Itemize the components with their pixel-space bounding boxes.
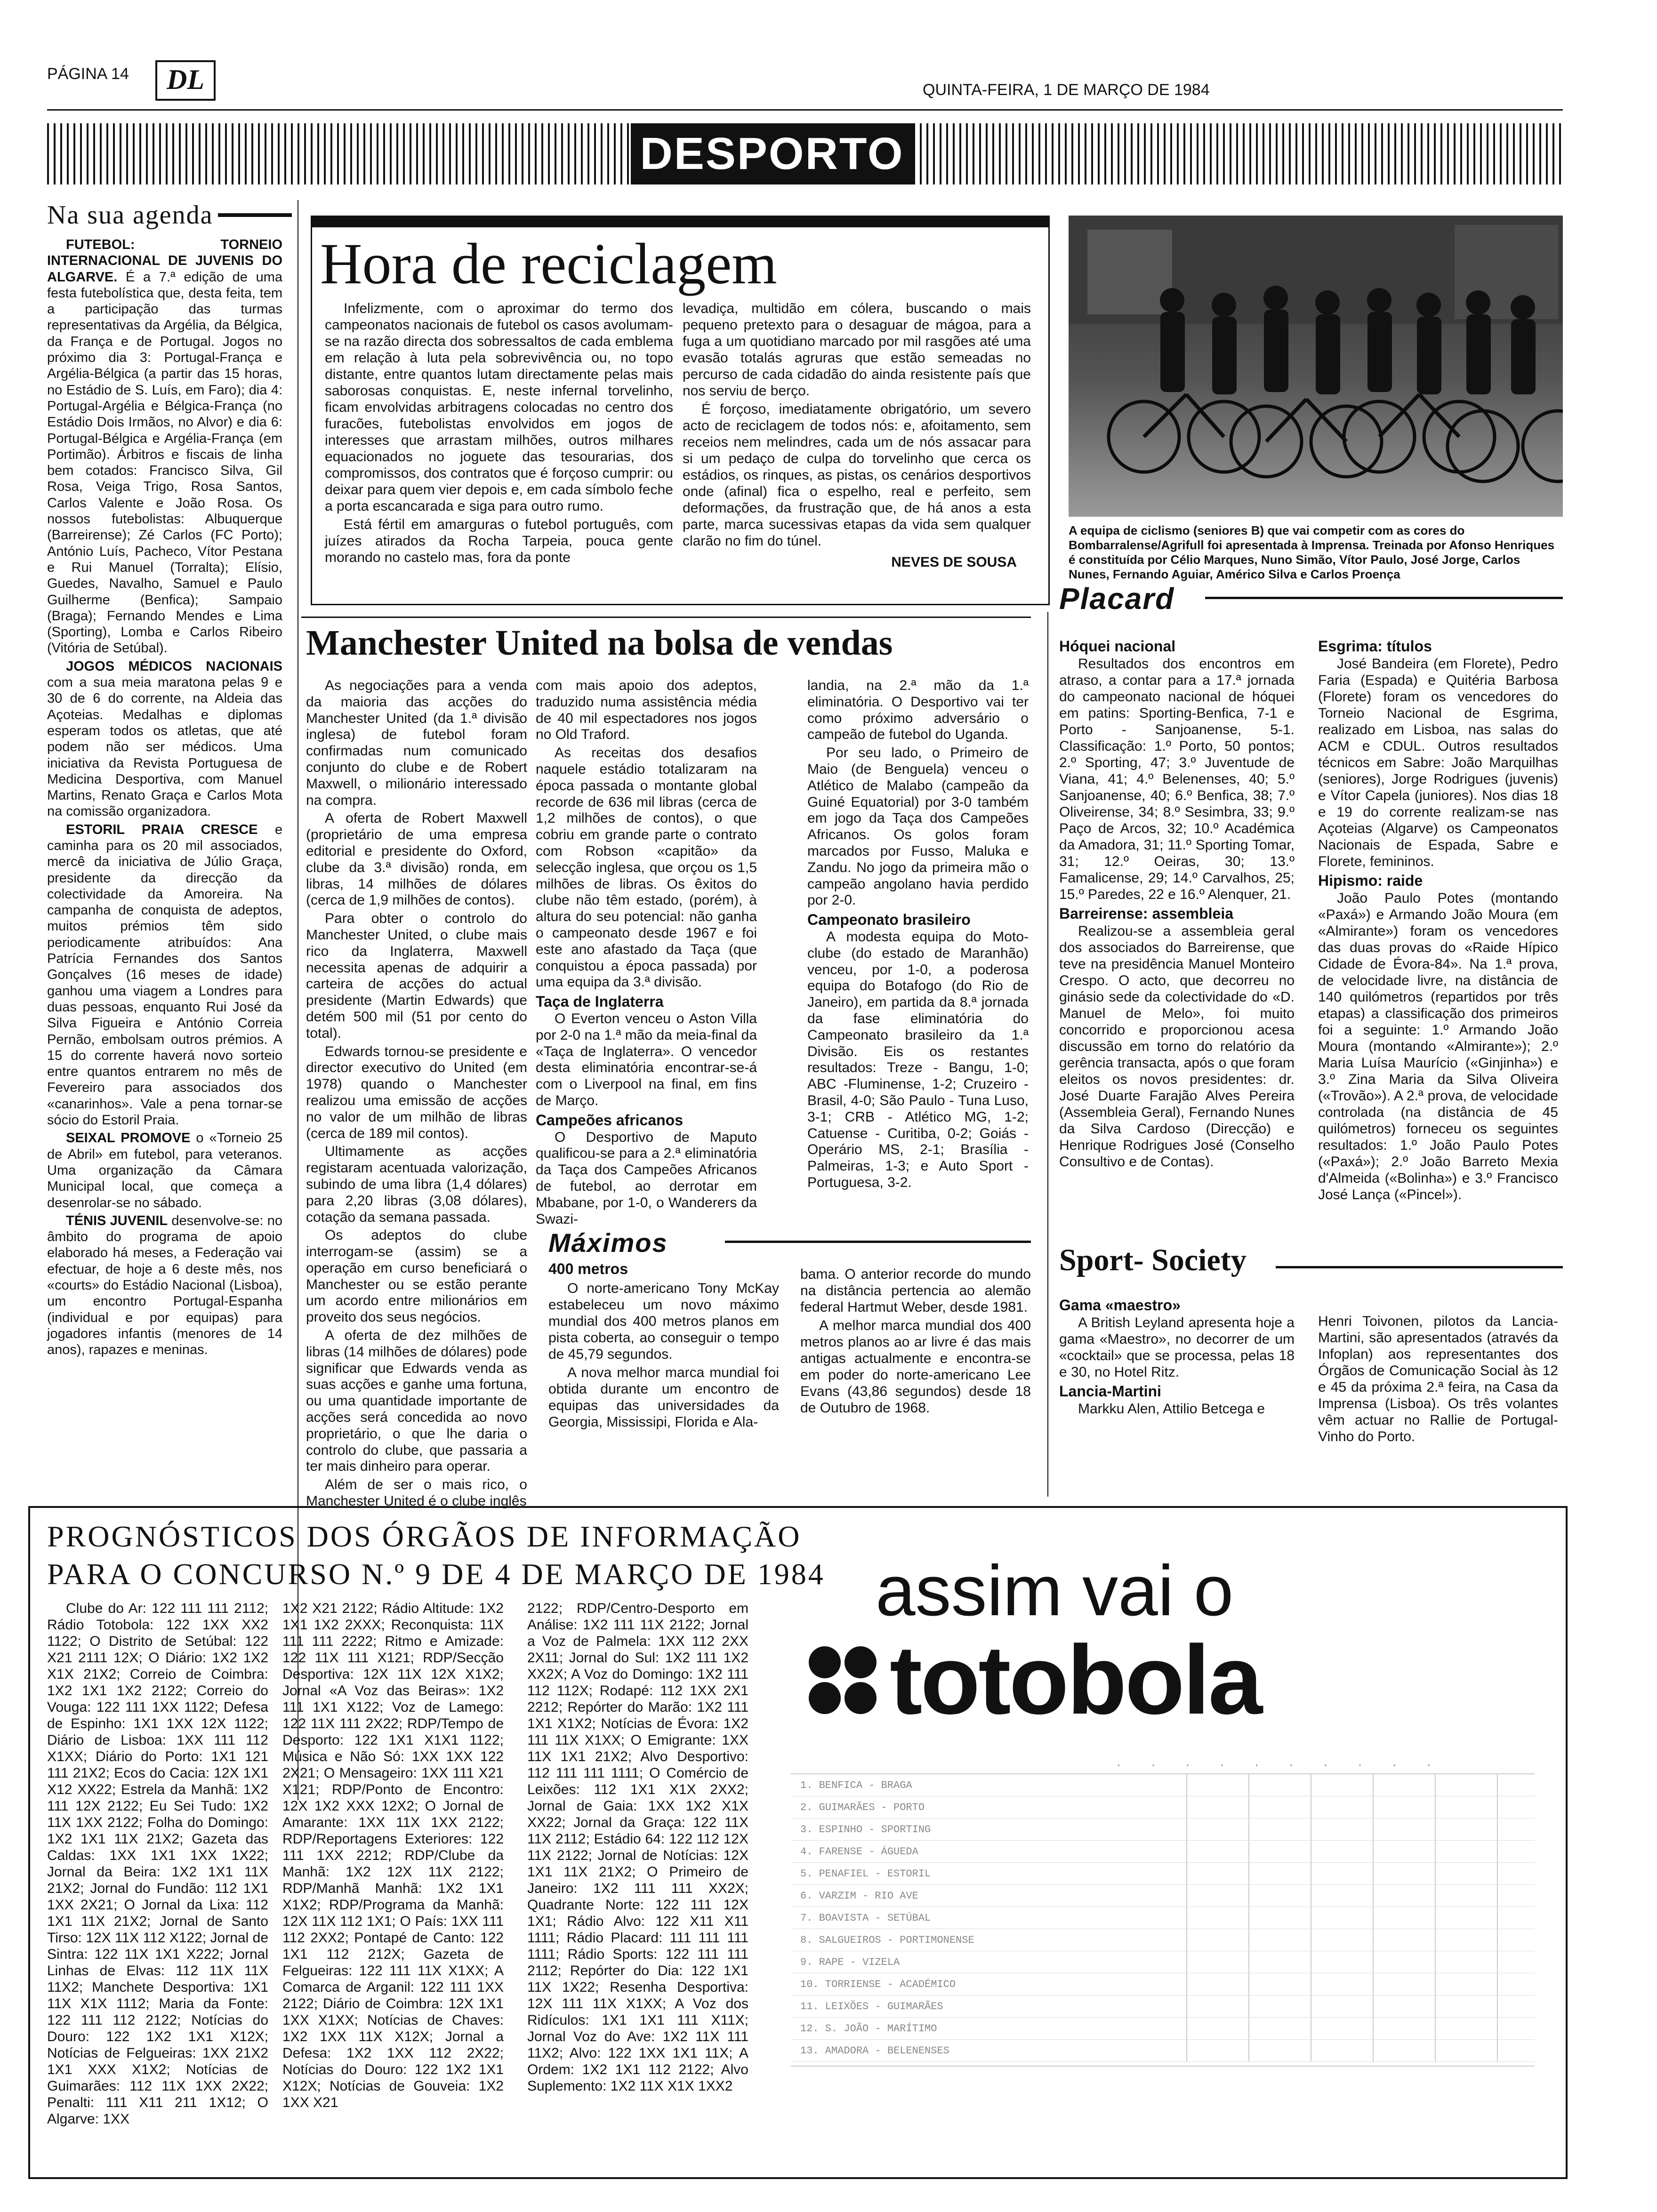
- barreirense-heading: Barreirense: assembleia: [1059, 905, 1233, 922]
- manchester-paragraph: As negociações para a venda da maioria das acções do Manchester United (da 1.ª divisão inglesa) de futebol foram confirmadas num comunicado conjunto do clube e de Robert Maxwell, o milionário interessado na compra.: [306, 678, 527, 808]
- prognosticos-text: Clube do Ar: 122 111 111 2112; Rádio Totobola: 122 1XX XX2 1122; O Distrito de Setúbal: 122 X21 2111 12X; O Diário: 1X2 1X2 X1X 21X2; Correio de Coimbra: 1X2 1X1 1X2 2122; Correio do Vouga: 122 111 1XX 1122; Defesa de Espinho: 1X1 1XX 12X 1122; Diário de Lisboa: 1XX 111 112 X1XX; Diário do Porto: 1X1 121 111 21X2; Ecos do Cacia: 12X 1X1 X12 XX22; Estrela da Manhã: 1X2 111 12X 2122; Eu Sei Tudo: 1X2 11X 1XX 2122; Folha do Domingo: 1X2 1X1 11X 21X2; Gazeta das Caldas: 1XX 1X1 1XX 1X22; Jornal da Beira: 1X2 1X1 11X 21X2; Jornal do Fundão: 112 1X1 1XX 2X21; O Jornal da Lixa: 112 1X1 11X 21X2; Jornal de Santo Tirso: 12X 11X 112 X122; Jornal de Sintra: 122 11X 1X1 X222; Jornal Linhas de Elvas: 112 11X 11X 11X2; Manchete Desportiva: 1X1 11X X1X 1112; Maria da Fonte: 122 111 112 2122; Notícias do Douro: 122 1X2 1X1 X12X; Notícias de Felgueiras: 1XX 21X2 1X1 XXX X1X2; Notícias de Guimarães: 112 11X 1XX 2X22; Penalti: 111 X11 211 1X12; O Algarve: 1XX: [47, 1601, 268, 2127]
- reciclagem-paragraph: Infelizmente, com o aproximar do termo dos campeonatos nacionais de futebol os casos avolumam-se na razão directa dos sobressaltos de cada emblema em relação à luta pela sobrevivência ou, no topo distante, entre quantos lutam directamente pelas mais saborosas conquistas. E, neste infernal torvelinho, ficam envolvidas arbitragens colocadas no centro dos furacões, futebolistas envolvidos em jogos de interesses que arrastam milhões, outros milhares equacionados no joguete das tesourarias, dos compromissos, dos contratos que é forçoso cumprir: ou deixar para quem vier depois e, em cada símbolo feche a porta escancarada e siga para outro rumo.: [325, 301, 673, 514]
- hipismo-heading: Hipismo: raide: [1318, 872, 1423, 889]
- maximos-col-1: [548, 1280, 779, 1432]
- totobola-match-name: 13. AMADORA - BELENENSES: [800, 2044, 949, 2057]
- gama-text: A British Leyland apresenta hoje a gama «Maestro», no decorrer de um «cocktail» que se processa, pelas 18 e 30, no Hotel Ritz.: [1059, 1315, 1295, 1380]
- maximos-title: Máximos: [548, 1228, 668, 1258]
- column-divider: [1047, 612, 1048, 1497]
- agenda-item: [47, 1213, 282, 1358]
- esgrima-heading: Esgrima: títulos: [1318, 638, 1432, 655]
- barreirense-text: Realizou-se a assembleia geral dos associados do Barreirense, que teve na presidência Manuel Monteiro Crespo. O acto, que decorreu no ginásio sede da colectividade do «D. Manuel de Melo», foi muito concorrido e proporcionou acesa discussão em torno do relatório da gerência transacta, após o que foram eleitos os novos presidentes: dr. José Duarte Farajão Alves Pereira (Assembleia Geral), Fernando Nunes da Silva Cardoso (Direcção) e Henrique Rodrigues José (Conselho Consultivo e de Contas).: [1059, 923, 1295, 1170]
- manchester-col-2: [536, 678, 757, 1229]
- totobola-match-name: 8. SALGUEIROS - PORTIMONENSE: [800, 1934, 974, 1946]
- totobola-match-row: [791, 2018, 1535, 2040]
- lancia-continued: Henri Toivonen, pilotos da Lancia-Martini, são apresentados (através da Infoplan) aos representantes dos Órgãos de Comunicação Social às 12 e 45 da próxima 2.ª feira, na Casa da Imprensa (Lisboa). Os três volantes vêm actuar no Rallie de Portugal-Vinho do Porto.: [1318, 1314, 1558, 1444]
- totobola-slogan: assim vai o: [876, 1551, 1234, 1631]
- reciclagem-col-1: [325, 300, 673, 568]
- hoquei-heading: Hóquei nacional: [1059, 638, 1176, 655]
- society-col-2: [1318, 1313, 1558, 1447]
- totobola-table: [791, 1758, 1535, 2163]
- agenda-column: [47, 200, 292, 1360]
- hoquei-text: Resultados dos encontros em atraso, a contar para a 17.ª jornada do campeonato nacional de hóquei em patins: Sporting-Benfica, 7-1 e Porto - Sanjoanense, 5-1. Classificação: 1.º Porto, 50 pontos; 2.º Sporting, 47; 3.º Juventude de Viana, 41; 4.º Belenenses, 40; 5.º Sanjoanense, 40; 6.º Benfica, 38; 7.º Oliveirense, 34; 8.º Sesimbra, 33; 9.º Paço de Arcos, 32; 10.º Académica da Amadora, 31; 11.º Sporting Tomar, 31; 12.º Oeiras, 30; 13.º Famalicense, 29; 14.º Carvalhos, 25; 15.º Paredes, 22 e 16.º Alenquer, 21.: [1059, 656, 1295, 902]
- maximos-paragraph: bama. O anterior recorde do mundo na distância pertencia ao alemão federal Hartmut Weber, desde 1981.: [800, 1266, 1031, 1315]
- agenda-item: [47, 237, 282, 657]
- photo-caption: A equipa de ciclismo (seniores B) que vai competir com as cores do Bombarralense/Agrifull foi apresentada à Imprensa. Treinada por Afonso Henriques é constituída por Célio Marques, Nuno Simão, Vítor Paulo, José Jorge, Carlos Nunes, Fernando Aguiar, Américo Silva e Carlos Proença: [1069, 523, 1555, 581]
- prognosticos-col-2: [282, 1600, 504, 2113]
- totobola-match-name: 9. RAPE - VIZELA: [800, 1956, 900, 1968]
- totobola-match-name: 7. BOAVISTA - SETÚBAL: [800, 1912, 931, 1924]
- totobola-match-row: [791, 1774, 1535, 1796]
- totobola-match-row: [791, 1841, 1535, 1863]
- agenda-item: [47, 822, 282, 1129]
- agenda-item-text: com a sua meia maratona pelas 9 e 30 de 6 do corrente, na Aldeia das Açoteias. Medalhas e diplomas esperam todos os atletas, que até podem não ser médicos. Uma iniciativa da Revista Portuguesa de Medicina Desportiva, com Manuel Martins, Renato Graça e Carlos Mota na comissão organizadora.: [47, 675, 282, 819]
- agenda-header: [47, 200, 292, 230]
- totobola-match-row: [791, 1819, 1535, 1841]
- totobola-match-row: [791, 1863, 1535, 1885]
- agenda-item-lead: JOGOS MÉDICOS NACIONAIS: [66, 658, 282, 674]
- totobola-match-row: [791, 1885, 1535, 1907]
- agenda-item-lead: FUTEBOL: TORNEIO INTERNACIONAL DE JUVENIS DO ALGARVE.: [47, 237, 282, 285]
- maximos-paragraph: A melhor marca mundial dos 400 metros planos ao ar livre é das mais antigas actualmente e encontra-se em poder do norte-americano Lee Evans (43,86 segundos) desde 18 de Outubro de 1968.: [800, 1318, 1031, 1416]
- taca-heading: Taça de Inglaterra: [536, 993, 664, 1010]
- reciclagem-paragraph: Está fértil em amarguras o futebol português, com juízes atirados da Rocha Tarpeia, pouca gente morando no castelo mas, fora da ponte: [325, 517, 673, 565]
- maximos-subtitle: 400 metros: [548, 1260, 628, 1277]
- prognosticos-col-1: [47, 1600, 268, 2129]
- placard-title: Placard: [1059, 582, 1175, 616]
- esgrima-text: José Bandeira (em Florete), Pedro Faria (Espada) e Quitéria Barbosa (Florete) foram os vencedores do Torneio Nacional de Esgrima, realizado em Lisboa, nas salas do ACM e CDUL. Outros resultados técnicos em Sabre: João Marquilhas (seniores), Jorge Rodrigues (juvenis) e Vítor Capela (juniores). Nos dias 18 e 19 do corrente realizam-se nas Açoteias (Algarve) os Campeonatos Nacionais de Espada, Sabre e Florete, femininos.: [1318, 656, 1558, 869]
- manchester-col-3: [807, 678, 1029, 1193]
- header-rule: [47, 109, 1563, 111]
- agenda-item-text: o «Torneio 25 de Abril» em futebol, para veteranos. Uma organização da Câmara Municipal local, que começa a desenrolar-se no sábado.: [47, 1130, 282, 1210]
- reciclagem-col-2: [683, 300, 1031, 570]
- totobola-logo-icon: [805, 1643, 880, 1718]
- manchester-paragraph: Os adeptos do clube interrogam-se (assim) se a operação em curso beneficiará o Manchester ou se estão perante um acordo entre milionários em proveito dos seus negócios.: [306, 1227, 527, 1325]
- agenda-item: [47, 658, 282, 820]
- totobola-match-name: 3. ESPINHO - SPORTING: [800, 1823, 931, 1835]
- agenda-item-text: desenvolve-se: no âmbito do programa de apoio elaborado há meses, a Federação vai efectuar, de hoje a 6 deste mês, nos «courts» do Estádio Nacional (Lisboa), um encontro Portugal-Espanha (individual e por equipas) para jogadores infantis (menores de 14 anos), rapazes e meninas.: [47, 1213, 282, 1358]
- reciclagem-author: NEVES DE SOUSA: [891, 554, 1017, 570]
- society-col-1: [1059, 1294, 1295, 1419]
- society-title: Sport- Society: [1059, 1243, 1247, 1277]
- cycling-team-photo: [1069, 216, 1563, 517]
- taca-text: O Everton venceu o Aston Villa por 2-0 na 1.ª mão da meia-final da «Taça de Inglaterra». O vencedor desta eliminatória encontrar-se-á com o Liverpool na final, em fins de Março.: [536, 1010, 757, 1108]
- agenda-item-text: É a 7.ª edição de uma festa futebolística que, desta feita, tem a participação das turmas representativas da Argélia, da Bélgica, da França e de Portugal. Jogos no próximo dia 3: Portugal-França e Argélia-Bélgica (a partir das 15 horas, no Estádio de S. Luís, em Faro); dia 4: Portugal-Argélia e Bélgica-França (no Estádio Dois Irmãos, no Alvor) e dia 6: Portugal-Bélgica e Argélia-França (em Portimão). Árbitros e fiscais de linha bem cotados: Francisco Silva, Gil Rosa, Veiga Trigo, Rosa Santos, Carlos Valente e João Rosa. Os nossos futebolistas: Albuquerque (Barreirense); Zé Carlos (FC Porto); António Luís, Pacheco, Vítor Pestana e Rui Manuel (Torralta); Elísio, Guedes, Navalho, Samuel e Paulo Guilherme (Benfica); Sampaio (Braga); Fernando Mendes e Lima (Sporting), Lomba e Carlos Ribeiro (Vitória de Setúbal).: [47, 269, 282, 656]
- maximos-paragraph: A nova melhor marca mundial foi obtida durante um encontro de equipas das universidades da Georgia, Mississipi, Florida e Ala-: [548, 1365, 779, 1430]
- section-title: DESPORTO: [640, 128, 904, 179]
- lancia-text: Markku Alen, Attilio Betcega e: [1078, 1401, 1265, 1417]
- reciclagem-paragraph: É forçoso, imediatamente obrigatório, um severo acto de reciclagem de todos nós: e, afoitamento, sem receios nem melindres, cada um de nós assacar para si um pedaço de culpa do torvelinho que cerca os estádios, os rinques, as pistas, os cenários desportivos onde (afinal) fica o espelho, real e perfeito, sem deformações, da frustração que, de há anos a esta parte, marca sucessivas etapas da vida sem qualquer clarão no fim do túnel.: [683, 401, 1031, 549]
- prognosticos-title-1: PROGNÓSTICOS DOS ÓRGÃOS DE INFORMAÇÃO: [47, 1520, 802, 1553]
- section-hatch-left: [47, 123, 631, 184]
- manchester-paragraph: Ultimamente as acções registaram acentuada valorização, subindo de uma libra (1,4 dólares) para 2,20 libras (3,08 dólares), cotação da semana passada.: [306, 1144, 527, 1225]
- africanos-text: O Desportivo de Maputo qualificou-se para a 2.ª eliminatória da Taça dos Campeões Africanos de futebol, ao derrotar em Mbabane, por 1-0, o Wanderers da Swazi-: [536, 1129, 757, 1227]
- reciclagem-topbar: [311, 216, 1050, 226]
- gama-heading: Gama «maestro»: [1059, 1297, 1181, 1314]
- placard-col-1: [1059, 635, 1295, 1172]
- totobola-match-name: 10. TORRIENSE - ACADÉMICO: [800, 1978, 956, 1990]
- reciclagem-title: Hora de reciclagem: [320, 232, 777, 296]
- section-hatch-right: [913, 123, 1563, 184]
- manchester-paragraph: com mais apoio dos adeptos, traduzido numa assistência média de 40 mil espectadores nos jogos no Old Traford.: [536, 678, 757, 743]
- agenda-item-lead: TÉNIS JUVENIL: [66, 1213, 168, 1228]
- totobola-match-name: 1. BENFICA - BRAGA: [800, 1779, 912, 1791]
- manchester-paragraph: Para obter o controlo do Manchester United, o clube mais rico da Inglaterra, Maxwell necessita apenas de adquirir a carteira de acções do actual presidente (Martin Edwards) que detém 500 mil (51 por cento do total).: [306, 911, 527, 1041]
- totobola-match-name: 6. VARZIM - RIO AVE: [800, 1890, 918, 1902]
- agenda-item-lead: SEIXAL PROMOVE: [66, 1130, 191, 1146]
- totobola-brand: totobola: [890, 1626, 1261, 1735]
- totobola-match-row: [791, 1929, 1535, 1951]
- manchester-title: Manchester United na bolsa de vendas: [306, 623, 893, 663]
- totobola-match-row: [791, 1973, 1535, 1996]
- africanos-paragraph: Por seu lado, o Primeiro de Maio (de Benguela) venceu o Atlético de Malabo (campeão da Guiné Equatorial) por 3-0 também em jogo da Taça dos Campeões Africanos. Os golos foram marcados por Fusso, Maluka e Zandu. No jogo da primeira mão o campeão angolano havia perdido por 2-0.: [807, 745, 1029, 908]
- brasil-heading: Campeonato brasileiro: [807, 911, 971, 929]
- page-number: PÁGINA 14: [47, 65, 129, 83]
- agenda-item-text: e caminha para os 20 mil associados, mercê da iniciativa de Júlio Graça, presidente da direcção da colectividade da Amoreira. Na campanha de conquista de adeptos, muitos prémios têm sido periodicamente atribuídos: Ana Patrícia Fernandes dos Santos Gonçalves (16 meses de idade) ganhou uma viagem a Londres para duas pessoas, enquanto Rui José da Silva Figueira e António Correia Pernão, embolsam outros prémios. A 15 do corrente haverá novo sorteio entre quantos entrarem no mês de Fevereiro para associados dos «canarinhos». Vale a pena tornar-se sócio do Estoril Praia.: [47, 822, 283, 1128]
- maximos-col-2: [800, 1266, 1031, 1418]
- manchester-paragraph: A oferta de Robert Maxwell (proprietário de uma empresa editorial e presidente do Oxford, clube da 3.ª divisão) ronda, em libras, 14 milhões de dólares (cerca de 1,9 milhões de contos).: [306, 810, 527, 908]
- totobola-match-row: [791, 1951, 1535, 1973]
- totobola-table-header: ··········: [791, 1758, 1535, 1774]
- prognosticos-text: 2122; RDP/Centro-Desporto em Análise: 1X2 111 11X 2122; Jornal a Voz de Palmela: 1XX 112 2XX 2X11; Jornal do Sul: 1X2 111 1X2 XX2X; A Voz do Domingo: 1X2 111 112 112X; Rodapé: 112 1XX 2X1 2212; Repórter do Marão: 1X2 111 1X1 X1X2; Notícias de Évora: 1X2 111 11X X1XX; O Emigrante: 1XX 11X 1X1 21X2; Alvo Desportivo: 112 111 111 1111; O Comércio de Leixões: 112 1X1 X1X 2XX2; Jornal de Gaia: 1XX 1X2 X1X XX22; Jornal da Graça: 122 11X 11X 2112; Estádio 64: 122 112 12X 11X 2122; Jornal de Notícias: 12X 1X1 11X 21X2; O Primeiro de Janeiro: 1X2 111 111 XX2X; Quadrante Norte: 122 111 12X 1X1; Rádio Alvo: 122 X11 X11 1111; Rádio Placard: 111 111 111 1111; Rádio Sports: 122 111 111 2112; Repórter do Dia: 122 1X1 11X 1X22; Resenha Desportiva: 12X 111 11X X1XX; A Voz dos Ridículos: 1X1 1X1 111 X11X; Jornal Voz do Ave: 1X2 11X 111 11X2; Alvo: 122 1XX 1X1 11X; A Ordem: 1X2 1X1 112 2122; Alvo Suplemento: 1X2 11X X1X 1XX2: [527, 1601, 748, 2094]
- section-banner: [631, 123, 913, 184]
- totobola-match-row: [791, 1996, 1535, 2018]
- manchester-paragraph: As receitas dos desafios naquele estádio totalizaram na época passada o montante global recorde de 636 mil libras (cerca de 1,2 milhões de contos), o que cobriu em grande parte o contrato com Robson «capitão» da selecção inglesa, que orçou os 1,5 milhões de libras. Os êxitos do clube não têm estado, (porém), à altura do seu potencial: não ganha o campeonato desde 1967 e foi este ano afastado da Taça (que conquistou a época passada) por uma equipa da 3.ª divisão.: [536, 745, 757, 990]
- agenda-title: Na sua agenda: [47, 200, 213, 230]
- issue-date: QUINTA-FEIRA, 1 DE MARÇO DE 1984: [923, 81, 1210, 99]
- totobola-rows: [791, 1774, 1535, 2062]
- agenda-item-lead: ESTORIL PRAIA CRESCE: [66, 822, 258, 837]
- prognosticos-text: 1X2 X21 2122; Rádio Altitude: 1X2 1X1 1X2 2XXX; Reconquista: 11X 111 111 2222; Ritmo e Amizade: 122 11X 111 X121; RDP/Secção Desportiva: 12X 11X 12X X1X2; Jornal «A Voz das Beiras»: 1X2 111 1X1 X122; Voz de Lamego: 122 11X 111 2X22; RDP/Tempo de Desporto: 122 1X1 X1X1 1122; Música e Não Só: 1XX 1XX 122 2X21; O Mensageiro: 1XX 111 X21 X121; RDP/Ponto de Encontro: 12X 1X2 XXX 12X2; O Jornal de Amarante: 1XX 11X 1XX 2122; RDP/Reportagens Exteriores: 122 111 1XX 2212; RDP/Clube da Manhã: 1X2 12X 11X 2122; RDP/Manhã Manhã: 1X2 1X1 X1X2; RDP/Programa da Manhã: 12X 11X 112 1X1; O País: 1XX 111 112 2XX2; Pontapé de Canto: 122 1X1 112 212X; Gazeta de Felgueiras: 122 111 11X X1XX; A Comarca de Arganil: 122 111 1XX 2122; Diário de Coimbra: 12X 1X1 1XX X1XX; Notícias de Chaves: 1X2 1XX 11X X12X; Jornal a Defesa: 1X2 1XX 112 2X22; Notícias do Douro: 122 1X2 1X1 X12X; Notícias de Gouveia: 1X2 1XX X21: [282, 1601, 504, 2110]
- totobola-match-name: 2. GUIMARÃES - PORTO: [800, 1801, 925, 1813]
- totobola-match-row: [791, 2040, 1535, 2062]
- manchester-paragraph: Edwards tornou-se presidente e director executivo do United (em 1978) quando o Manchester realizou uma emissão de acções no valor de um milhão de libras (cerca de 189 mil contos).: [306, 1043, 527, 1141]
- cycling-team-photo-image: [1069, 216, 1563, 517]
- reciclagem-paragraph: levadiça, multidão em cólera, buscando o mais pequeno pretexto para o desaguar de mágoa, para a fuga a um quotidiano marcado por mil rasgões até uma evasão totalás agruras que estão semeadas no percurso de cada cidadão do ainda resistente país que nos serviu de berço.: [683, 301, 1031, 399]
- manchester-paragraph: Além de ser o mais rico, o Manchester United é o clube inglês: [306, 1477, 527, 1509]
- totobola-match-row: [791, 1907, 1535, 1929]
- manchester-paragraph: A oferta de dez milhões de libras (14 milhões de dólares) pode significar que Edwards venda as suas acções e ganhe uma fortuna, ou uma quantidade importante de acções será concedida ao novo proprietário, o que lhe daria o controlo do clube, que passaria a ter mais dinheiro para operar.: [306, 1328, 527, 1475]
- placard-col-2: [1318, 635, 1558, 1205]
- totobola-match-row: [791, 1796, 1535, 1819]
- hipismo-text: João Paulo Potes (montando «Paxá») e Armando João Moura (em «Almirante») foram os vencedores das duas provas do «Raide Hípico Cidade de Évora-84». Na 1.ª prova, de velocidade livre, na distância de 140 quilómetros (repartidos por três etapas) a classificação dos primeiros foi a seguinte: 1.º Armando João Moura (montando «Almirante»); 2.º Maria Luísa Maurício («Ginjinha») e 3.º Zina Maria da Silva Oliveira («Trovão»). A 2.ª prova, de velocidade controlada (na distância de 45 quilómetros) forneceu os seguintes resultados: 1.º João Paulo Potes («Paxá»); 2.º João Barreto Mexia d'Almeida («Bolinha») e 3.º Francisco José Lança («Pincel»).: [1318, 890, 1558, 1202]
- totobola-match-name: 11. LEIXÕES - GUIMARÃES: [800, 2000, 943, 2012]
- newspaper-logo: DL: [155, 60, 216, 101]
- maximos-paragraph: O norte-americano Tony McKay estabeleceu um novo máximo mundial dos 400 metros planos em pista coberta, ao conseguir o tempo de 45,79 segundos.: [548, 1281, 779, 1362]
- agenda-item: [47, 1130, 282, 1210]
- totobola-match-name: 12. S. JOÃO - MARÍTIMO: [800, 2022, 937, 2035]
- brasil-text: A modesta equipa do Moto-clube (do estado de Maranhão) venceu, por 1-0, a poderosa equipa do Botafogo (do Rio de Janeiro), em partida da 8.ª jornada da fase eliminatória do Campeonato brasileiro da 1.ª Divisão. Eis os restantes resultados: Treze - Bangu, 1-0; ABC -Fluminense, 1-2; Cruzeiro -Brasil, 4-0; São Paulo - Tuna Luso, 3-1; CRB - Atlético MG, 1-2; Catuense - Curitiba, 0-2; Goiás - Operário MS, 2-1; Brasília - Palmeiras, 1-3; e Auto Sport - Portuguesa, 3-2.: [807, 929, 1029, 1190]
- lancia-heading: Lancia-Martini: [1059, 1383, 1161, 1400]
- prognosticos-col-3: [527, 1600, 748, 2096]
- totobola-match-name: 5. PENAFIEL - ESTORIL: [800, 1867, 931, 1880]
- africanos-heading: Campeões africanos: [536, 1111, 684, 1129]
- totobola-match-name: 4. FARENSE - ÁGUEDA: [800, 1845, 918, 1858]
- manchester-col-1: [306, 678, 527, 1512]
- agenda-body: [47, 237, 282, 1358]
- africanos-continued: landia, na 2.ª mão da 1.ª eliminatória. O Desportivo vai ter como próximo adversário o campeão de futebol do Uganda.: [807, 678, 1029, 743]
- prognosticos-title-2: PARA O CONCURSO N.º 9 DE 4 DE MARÇO DE 1984: [47, 1557, 825, 1591]
